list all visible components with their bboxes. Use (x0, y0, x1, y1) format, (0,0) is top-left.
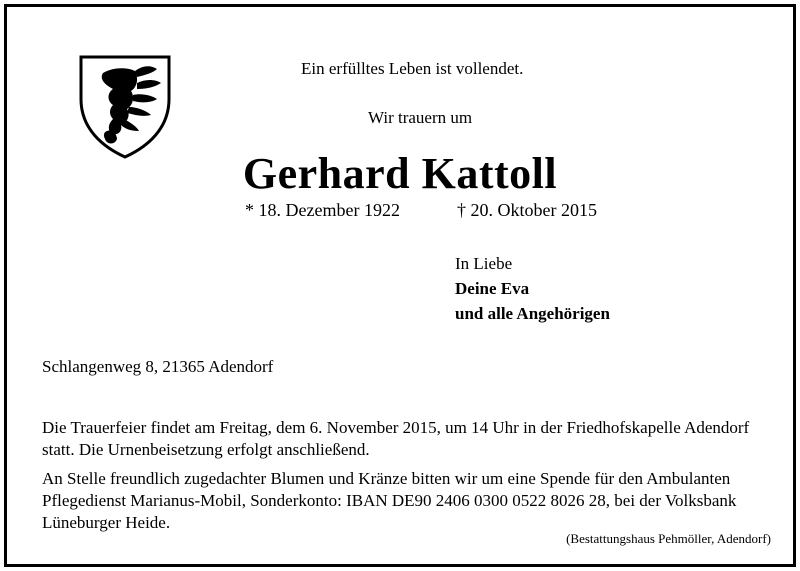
signature-line-1: In Liebe (455, 254, 513, 273)
coat-of-arms-icon (77, 53, 173, 161)
death-date: † 20. Oktober 2015 (457, 200, 597, 220)
undertaker-credit: (Bestattungshaus Pehmöller, Adendorf) (566, 531, 771, 546)
opening-line: Ein erfülltes Leben ist vollendet. (301, 59, 524, 78)
funeral-details: Die Trauerfeier findet am Freitag, dem 6. November 2015, um 14 Uhr in der Friedhofskapelle Adendorf statt. Die Urnenbeisetzung erfolgt anschließend. (42, 418, 750, 459)
donation-request: An Stelle freundlich zugedachter Blumen und Kränze bitten wir um eine Spende für den Ambulanten Pflegedienst Marianus-Mobil, Sonderkonto: IBAN DE90 2406 0300 0522 8026 28, bei der Volksbank Lüneburger Heide. (42, 469, 737, 532)
signature-line-2: Deine Eva (455, 279, 530, 298)
obituary-notice (4, 4, 796, 567)
birth-date: * 18. Dezember 1922 (245, 200, 400, 220)
mourning-line: Wir trauern um (368, 108, 473, 127)
deceased-name: Gerhard Kattoll (242, 149, 558, 198)
signature-line-3: und alle Angehörigen (455, 304, 610, 323)
address: Schlangenweg 8, 21365 Adendorf (42, 357, 274, 376)
